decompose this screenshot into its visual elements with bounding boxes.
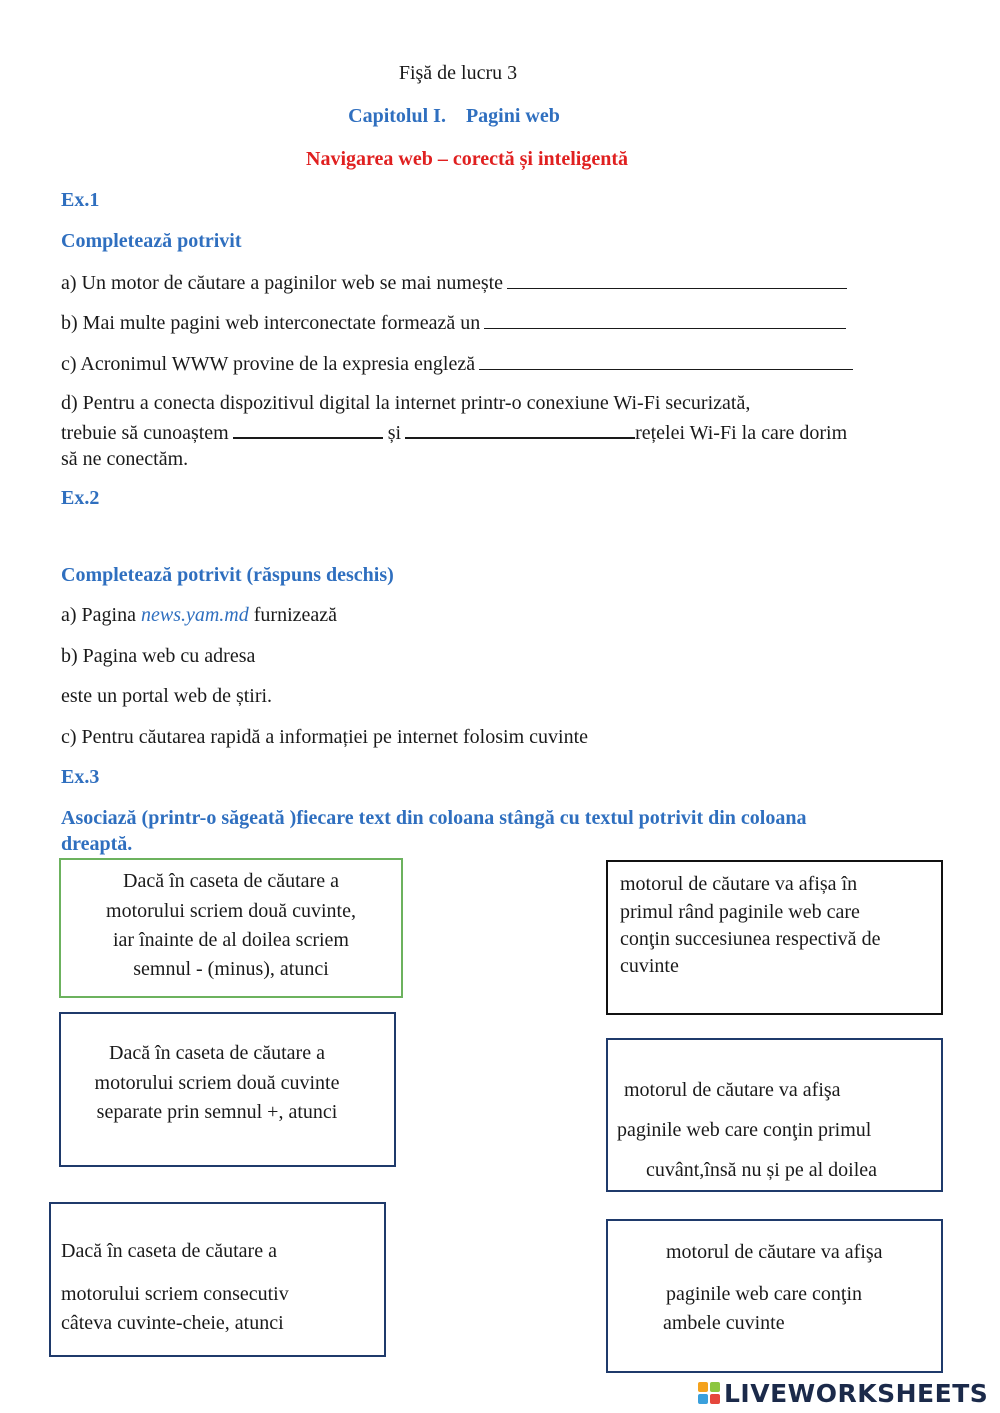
ex2-label: Ex.2 bbox=[61, 487, 100, 509]
right-box-2-line: motorul de căutare va afişa bbox=[624, 1079, 841, 1101]
right-box-3-line: paginile web care conţin bbox=[666, 1283, 863, 1305]
ex2-instruction: Completează potrivit (răspuns deschis) bbox=[61, 564, 394, 586]
ex1-item-c-text: c) Acronimul WWW provine de la expresia engleză bbox=[61, 353, 476, 375]
ex2-item-a-start: a) Pagina bbox=[61, 604, 136, 626]
left-box-1[interactable] bbox=[59, 858, 403, 998]
left-box-1-line: semnul - (minus), atunci bbox=[133, 958, 329, 980]
ex1-item-d-line1: d) Pentru a conecta dispozitivul digital la internet printr-o conexiune Wi-Fi securizată, bbox=[61, 392, 751, 414]
left-box-2[interactable] bbox=[59, 1012, 396, 1167]
right-box-3-line: motorul de căutare va afişa bbox=[666, 1241, 883, 1263]
right-box-1-line: conţin succesiunea respectivă de bbox=[620, 928, 881, 950]
ex1-item-b bbox=[61, 310, 846, 335]
left-box-3-line: motorului scriem consecutiv bbox=[61, 1283, 289, 1305]
ex3-label: Ex.3 bbox=[61, 766, 100, 788]
left-box-1-line: motorului scriem două cuvinte, bbox=[106, 900, 356, 922]
right-box-1[interactable] bbox=[606, 860, 943, 1015]
left-box-3-line: câteva cuvinte-cheie, atunci bbox=[61, 1312, 284, 1334]
ex1-item-d-line2 bbox=[61, 419, 847, 445]
ex2-item-b-continued: este un portal web de știri. bbox=[61, 685, 273, 707]
right-box-1-line: motorul de căutare va afișa în bbox=[620, 873, 858, 895]
liveworksheets-logo bbox=[698, 1378, 988, 1408]
ex1-item-a-text: a) Un motor de căutare a paginilor web se mai numește bbox=[61, 272, 504, 294]
liveworksheets-brand: LIVEWORKSHEETS bbox=[724, 1378, 989, 1408]
ex1-item-d-start: trebuie să cunoaștem bbox=[61, 422, 229, 444]
left-box-3[interactable] bbox=[49, 1202, 386, 1357]
right-box-1-line: primul rând paginile web care bbox=[620, 901, 860, 923]
ex1-answer-d1-blank[interactable] bbox=[233, 419, 383, 439]
left-box-1-line: iar înainte de al doilea scriem bbox=[112, 929, 349, 951]
ex1-item-d-line3: să ne conectăm. bbox=[61, 448, 189, 470]
right-box-2[interactable] bbox=[606, 1038, 943, 1192]
right-box-1-line: cuvinte bbox=[620, 955, 679, 977]
worksheet-title: Fişă de lucru 3 bbox=[398, 62, 518, 84]
ex2-item-a-end: furnizează bbox=[253, 604, 338, 626]
ex1-answer-a-blank[interactable] bbox=[507, 270, 847, 289]
ex2-item-b: b) Pagina web cu adresa bbox=[61, 645, 256, 667]
right-box-2-line: cuvânt,însă nu și pe al doilea bbox=[646, 1159, 878, 1181]
left-box-1-line: Dacă în caseta de căutare a bbox=[123, 870, 339, 892]
ex1-answer-b-blank[interactable] bbox=[484, 310, 846, 329]
lesson-title: Navigarea web – corectă și inteligentă bbox=[306, 148, 628, 170]
ex3-instruction-line2: dreaptă. bbox=[61, 833, 133, 855]
ex1-answer-c-blank[interactable] bbox=[479, 351, 853, 370]
ex1-answer-d2-blank[interactable] bbox=[405, 419, 635, 439]
left-box-2-line: Dacă în caseta de căutare a bbox=[109, 1042, 325, 1064]
left-box-2-line: separate prin semnul +, atunci bbox=[96, 1101, 338, 1123]
ex1-item-a bbox=[61, 270, 847, 295]
chapter-heading: Capitolul I. Pagini web bbox=[348, 105, 560, 127]
right-box-3-line: ambele cuvinte bbox=[663, 1312, 785, 1334]
ex2-item-a bbox=[61, 603, 337, 627]
news-link[interactable]: news.yam.md bbox=[140, 604, 249, 626]
ex1-instruction: Completează potrivit bbox=[61, 230, 242, 252]
liveworksheets-logo-icon bbox=[698, 1382, 720, 1404]
right-box-2-line: paginile web care conţin primul bbox=[617, 1119, 872, 1141]
ex1-item-b-text: b) Mai multe pagini web interconectate formează un bbox=[61, 312, 481, 334]
left-box-3-line: Dacă în caseta de căutare a bbox=[61, 1240, 277, 1262]
left-box-2-line: motorului scriem două cuvinte bbox=[94, 1072, 340, 1094]
right-box-3[interactable] bbox=[606, 1219, 943, 1373]
ex3-instruction-line1: Asociază (printr-o săgeată )fiecare text din coloana stângă cu textul potrivit din coloana bbox=[61, 807, 807, 829]
ex1-item-c bbox=[61, 351, 853, 376]
ex1-item-d-mid: și bbox=[387, 422, 402, 444]
ex1-label: Ex.1 bbox=[61, 189, 100, 211]
ex1-item-d-end: rețelei Wi-Fi la care dorim bbox=[635, 422, 848, 444]
ex2-item-c: c) Pentru căutarea rapidă a informației pe internet folosim cuvinte bbox=[61, 726, 589, 748]
